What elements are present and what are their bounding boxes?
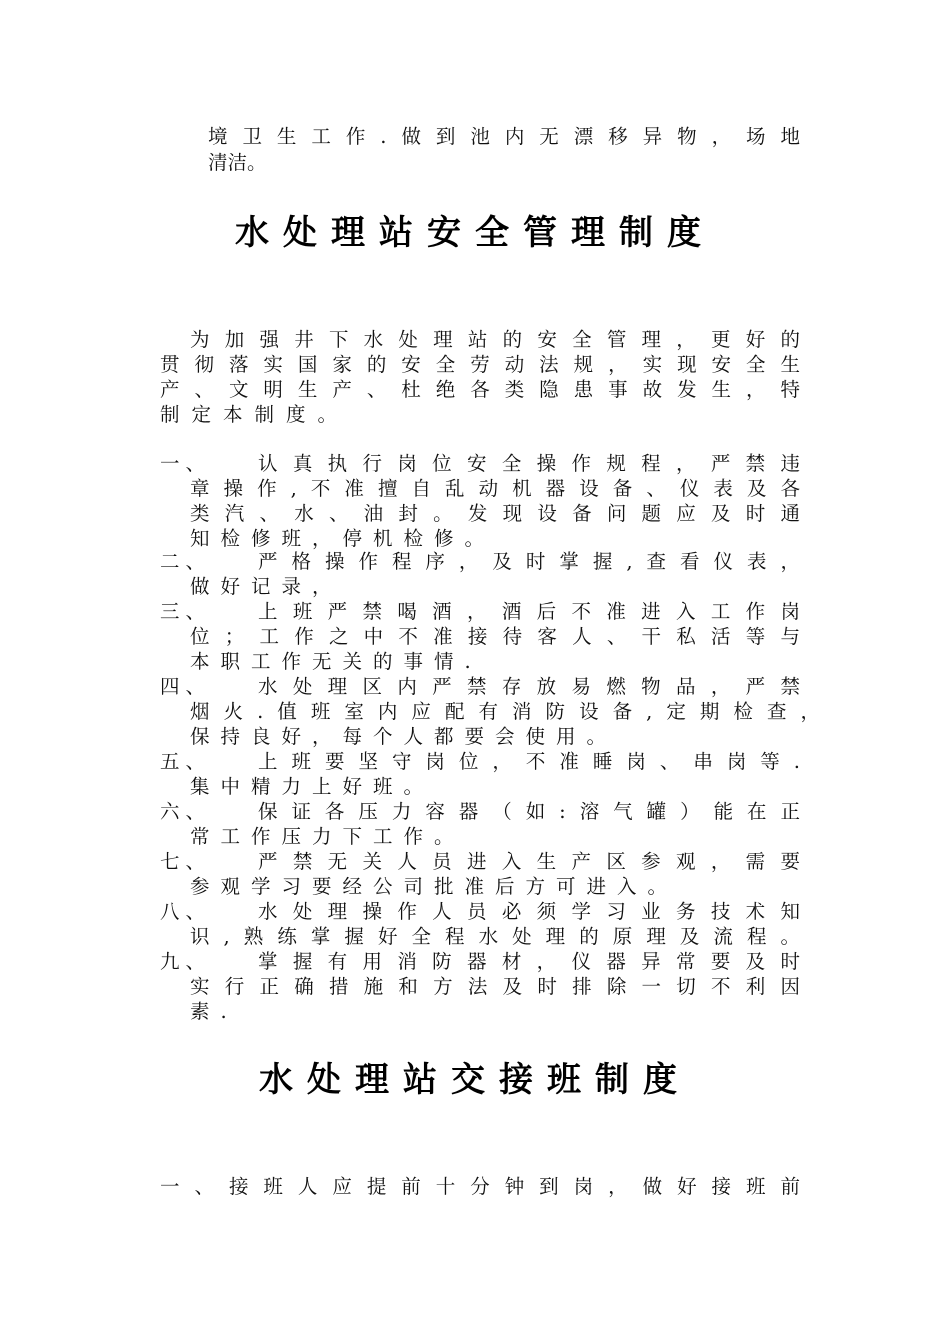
fragment-line-1: 境卫生工作.做到池内无漂移异物，场地 — [208, 125, 800, 148]
rule-number: 四、 — [160, 675, 205, 698]
rule-cont: 实行正确措施和方法及时排除一切不利因 — [190, 975, 800, 998]
rule-item-8 — [160, 899, 800, 924]
rule-item-4 — [160, 674, 800, 699]
rule-cont: 参观学习要经公司批准后方可进入。 — [190, 875, 679, 898]
rule-text: 水处理区内严禁存放易燃物品，严禁 — [258, 675, 800, 698]
rule-cont: 识,熟练掌握好全程水处理的原理及流程。 — [190, 925, 800, 948]
rule-cont: 常工作压力下工作。 — [190, 825, 465, 848]
rule-item-9 — [160, 949, 800, 974]
rule-item-2 — [160, 549, 800, 574]
rule-text: 保证各压力容器（如:溶气罐）能在正 — [258, 800, 800, 823]
rule-text: 严禁无关人员进入生产区参观，需要 — [258, 850, 800, 873]
rule-item-7 — [160, 849, 800, 874]
handover-title: 水处理站交接班制度 — [259, 1060, 691, 1100]
intro-line-4: 制定本制度。 — [160, 403, 350, 426]
rule-number: 二、 — [160, 550, 205, 573]
safety-title: 水处理站安全管理制度 — [235, 213, 715, 253]
rule-text: 上班严禁喝酒，酒后不准进入工作岗 — [258, 600, 800, 623]
rule-item-1 — [160, 451, 800, 476]
rule-number: 六、 — [160, 800, 205, 823]
rule-text: 认真执行岗位安全操作规程，严禁违 — [258, 452, 800, 475]
rule-text: 水处理操作人员必须学习业务技术知 — [258, 900, 800, 923]
rule-cont: 位；工作之中不准接待客人、干私活等与 — [190, 625, 800, 648]
intro-line-1: 为加强井下水处理站的安全管理，更好的 — [190, 328, 800, 351]
rule-text: 严格操作程序，及时掌握,查看仪表， — [258, 550, 800, 573]
rule-cont: 保持良好，每个人都要会使用。 — [190, 725, 618, 748]
rule-number: 三、 — [160, 600, 205, 623]
rule-number: 八、 — [160, 900, 205, 923]
rule-cont: 知检修班，停机检修。 — [190, 527, 496, 550]
rule-cont: 烟火.值班室内应配有消防设备,定期检查， — [190, 700, 820, 723]
rule-cont: 素. — [190, 1000, 238, 1023]
rule-number: 五、 — [160, 750, 205, 773]
rule-cont: 做好记录， — [190, 575, 343, 598]
rule-cont: 章操作,不准擅自乱动机器设备、仪表及各 — [190, 477, 800, 500]
rule-text: 掌握有用消防器材，仪器异常要及时 — [258, 950, 800, 973]
rule-number: 九、 — [160, 950, 205, 973]
rule-item-3 — [160, 599, 800, 624]
rule-cont: 集中精力上好班。 — [190, 775, 435, 798]
rule-item-5 — [160, 749, 800, 774]
fragment-line-2: 清洁。 — [208, 151, 267, 174]
handover-line-1: 一、接班人应提前十分钟到岗，做好接班前 — [160, 1175, 800, 1198]
rule-cont: 本职工作无关的事情. — [190, 650, 482, 673]
rule-item-6 — [160, 799, 800, 824]
rule-text: 上班要坚守岗位，不准睡岗、串岗等. — [258, 750, 800, 773]
rule-number: 一、 — [160, 452, 205, 475]
intro-line-3: 产、文明生产、杜绝各类隐患事故发生，特 — [160, 378, 800, 401]
intro-line-2: 贯彻落实国家的安全劳动法规，实现安全生 — [160, 353, 800, 376]
rule-number: 七、 — [160, 850, 205, 873]
rule-cont: 类汽、水、油封。发现设备问题应及时通 — [190, 502, 800, 525]
